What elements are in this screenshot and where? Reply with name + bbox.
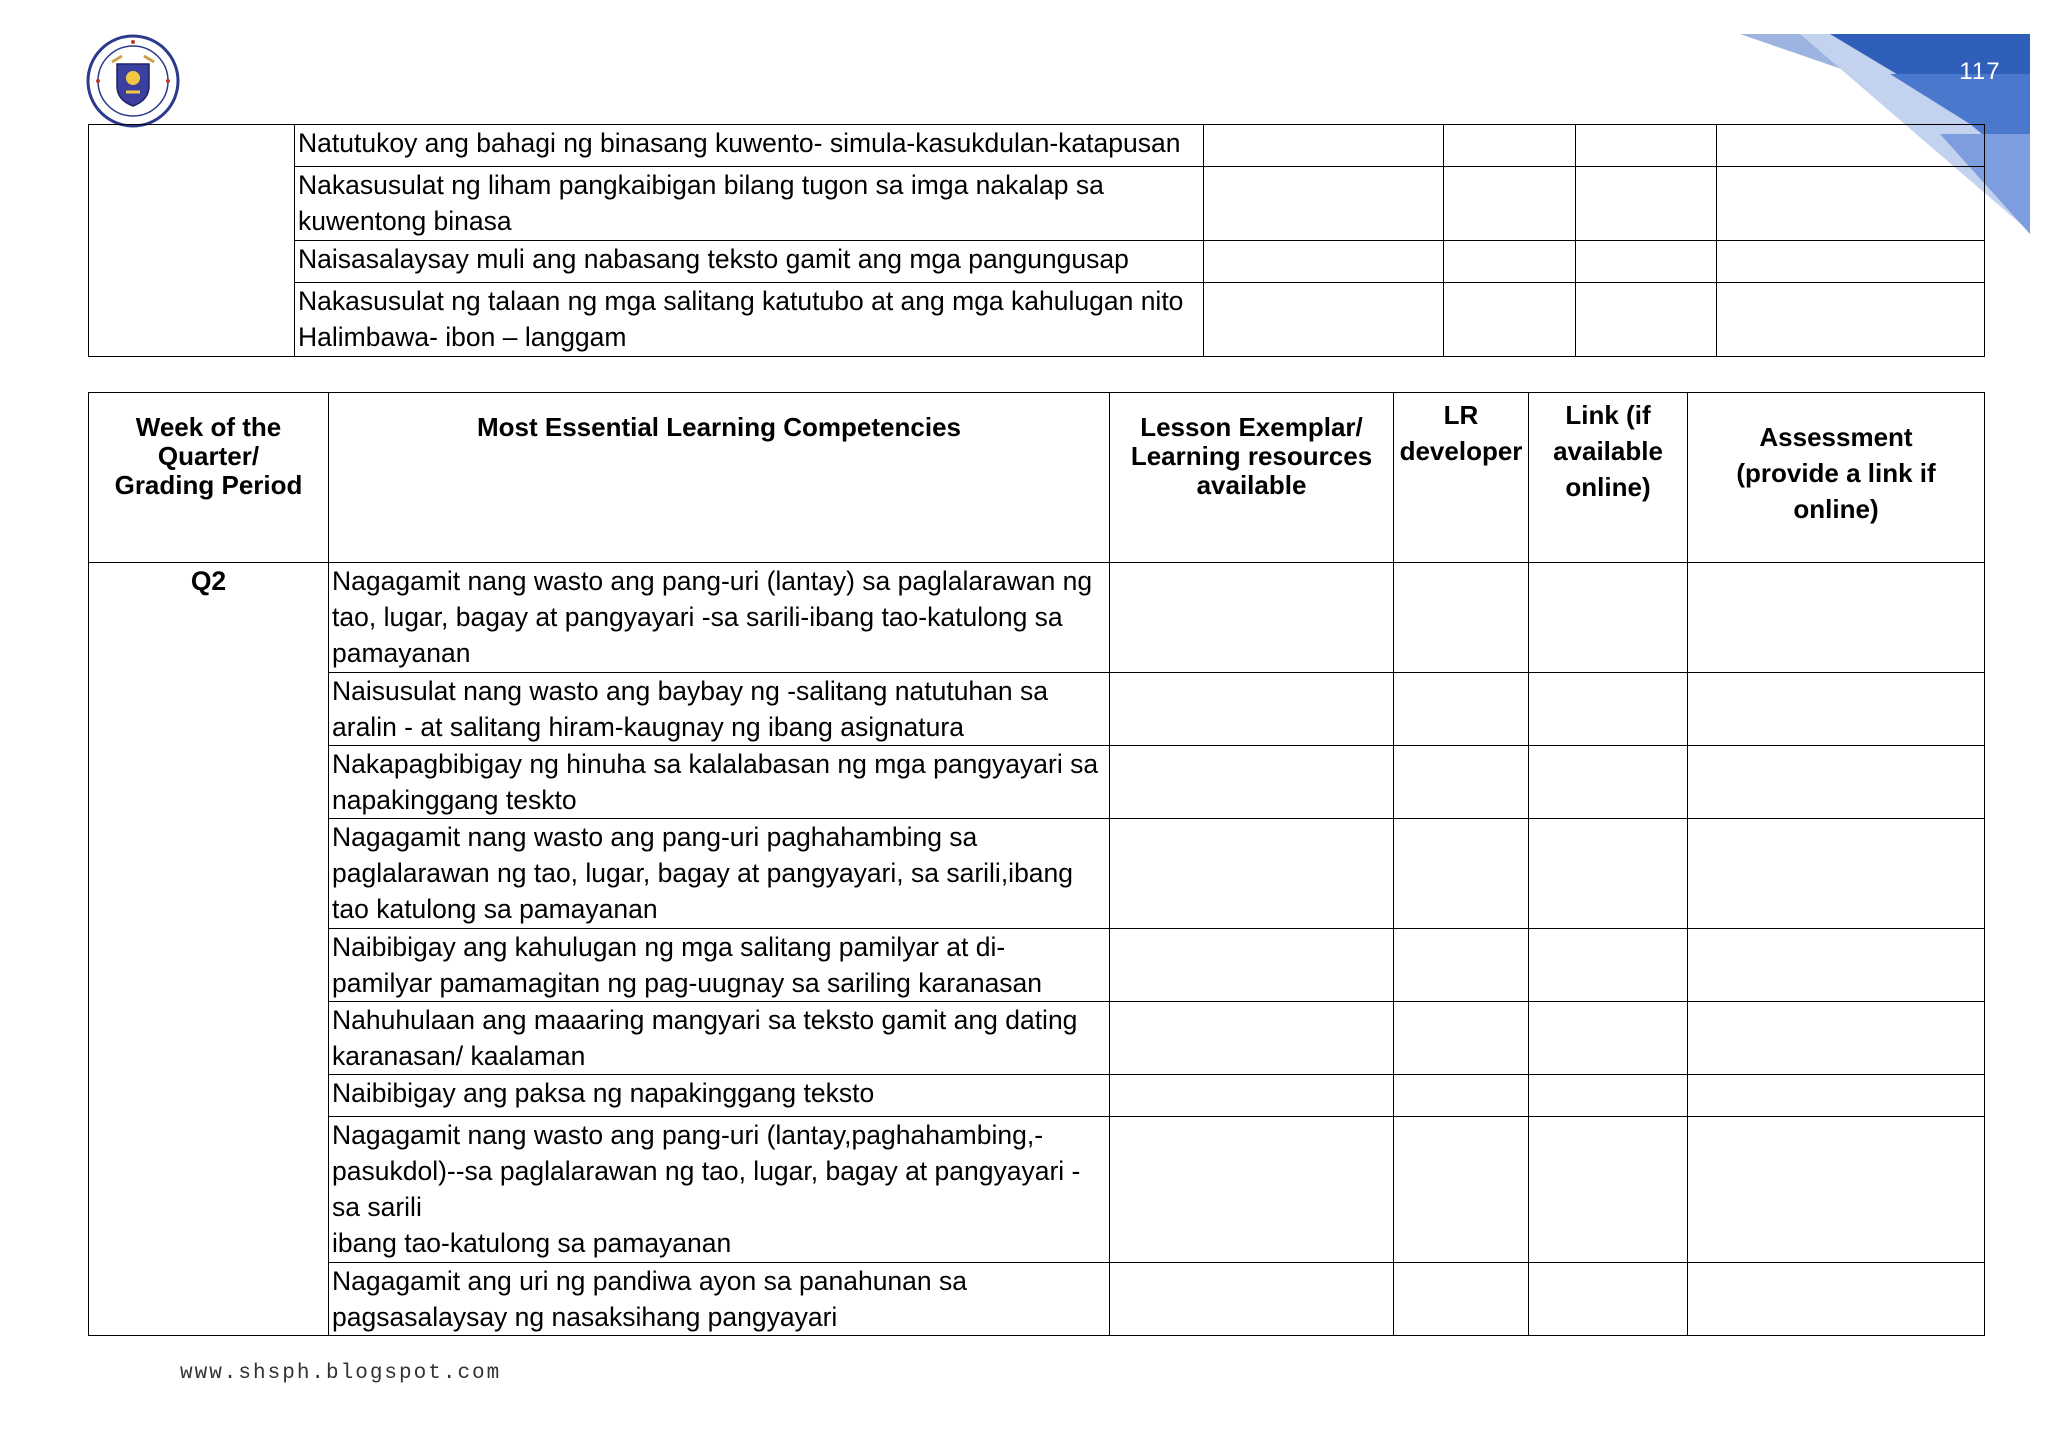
continuation-table: [88, 124, 1985, 357]
header-week: Week of the Quarter/ Grading Period: [89, 393, 329, 563]
footer-url: www.shsph.blogspot.com: [180, 1362, 502, 1385]
competency-cell: Nagagamit nang wasto ang pang-uri (lantay,paghahambing,- pasukdol)--sa paglalarawan ng tao, lugar, bagay at pangyayari - sa sarili ibang tao-katulong sa pamayanan: [329, 1117, 1110, 1263]
table-row: [89, 241, 1985, 283]
table-row: [89, 673, 1985, 746]
table-row: [89, 1075, 1985, 1117]
table-row: [89, 1263, 1985, 1336]
table-cell: [89, 125, 295, 357]
competency-cell: Nagagamit ang uri ng pandiwa ayon sa panahunan sa pagsasalaysay ng nasaksihang pangyayari: [329, 1263, 1110, 1336]
competency-cell: Naibibigay ang kahulugan ng mga salitang pamilyar at di- pamilyar pamamagitan ng pag-uugnay sa sariling karanasan: [329, 929, 1110, 1002]
competency-cell: Nagagamit nang wasto ang pang-uri paghahambing sa paglalarawan ng tao, lugar, bagay at pangyayari, sa sarili,ibang tao katulong sa pamayanan: [329, 819, 1110, 929]
table-row: [89, 563, 1985, 673]
competency-cell: Nakasusulat ng talaan ng mga salitang katutubo at ang mga kahulugan nito Halimbawa- ibon – langgam: [295, 283, 1204, 357]
table-row: [89, 125, 1985, 167]
competency-cell: Nagagamit nang wasto ang pang-uri (lantay) sa paglalarawan ng tao, lugar, bagay at pangyayari -sa sarili-ibang tao-katulong sa pamayanan: [329, 563, 1110, 673]
header-lr-developer: LR developer: [1394, 393, 1529, 563]
competency-cell: Naisusulat nang wasto ang baybay ng -salitang natutuhan sa aralin - at salitang hiram-kaugnay ng ibang asignatura: [329, 673, 1110, 746]
table-row: [89, 167, 1985, 241]
deped-seal-icon: [86, 34, 180, 128]
competency-cell: Naisasalaysay muli ang nabasang teksto gamit ang mga pangungusap: [295, 241, 1204, 283]
table-row: [89, 1002, 1985, 1075]
competency-cell: Naibibigay ang paksa ng napakinggang teksto: [329, 1075, 1110, 1117]
quarter-cell: Q2: [89, 563, 329, 1336]
melc-table: [88, 392, 1985, 1336]
competency-cell: Nahuhulaan ang maaaring mangyari sa teksto gamit ang dating karanasan/ kaalaman: [329, 1002, 1110, 1075]
table-header-row: [89, 393, 1985, 563]
header-assessment: Assessment (provide a link if online): [1688, 393, 1985, 563]
table-row: [89, 929, 1985, 1002]
table-row: [89, 746, 1985, 819]
table-row: [89, 283, 1985, 357]
competency-cell: Nakapagbibigay ng hinuha sa kalalabasan ng mga pangyayari sa napakinggang teskto: [329, 746, 1110, 819]
competency-cell: Nakasusulat ng liham pangkaibigan bilang tugon sa imga nakalap sa kuwentong binasa: [295, 167, 1204, 241]
table-row: [89, 1117, 1985, 1263]
header-link: Link (if available online): [1529, 393, 1688, 563]
page-number: 117: [1959, 58, 2001, 85]
header-melc: Most Essential Learning Competencies: [329, 393, 1110, 563]
table-row: [89, 819, 1985, 929]
header-lesson-exemplar: Lesson Exemplar/ Learning resources available: [1110, 393, 1394, 563]
competency-cell: Natutukoy ang bahagi ng binasang kuwento- simula-kasukdulan-katapusan: [295, 125, 1204, 167]
